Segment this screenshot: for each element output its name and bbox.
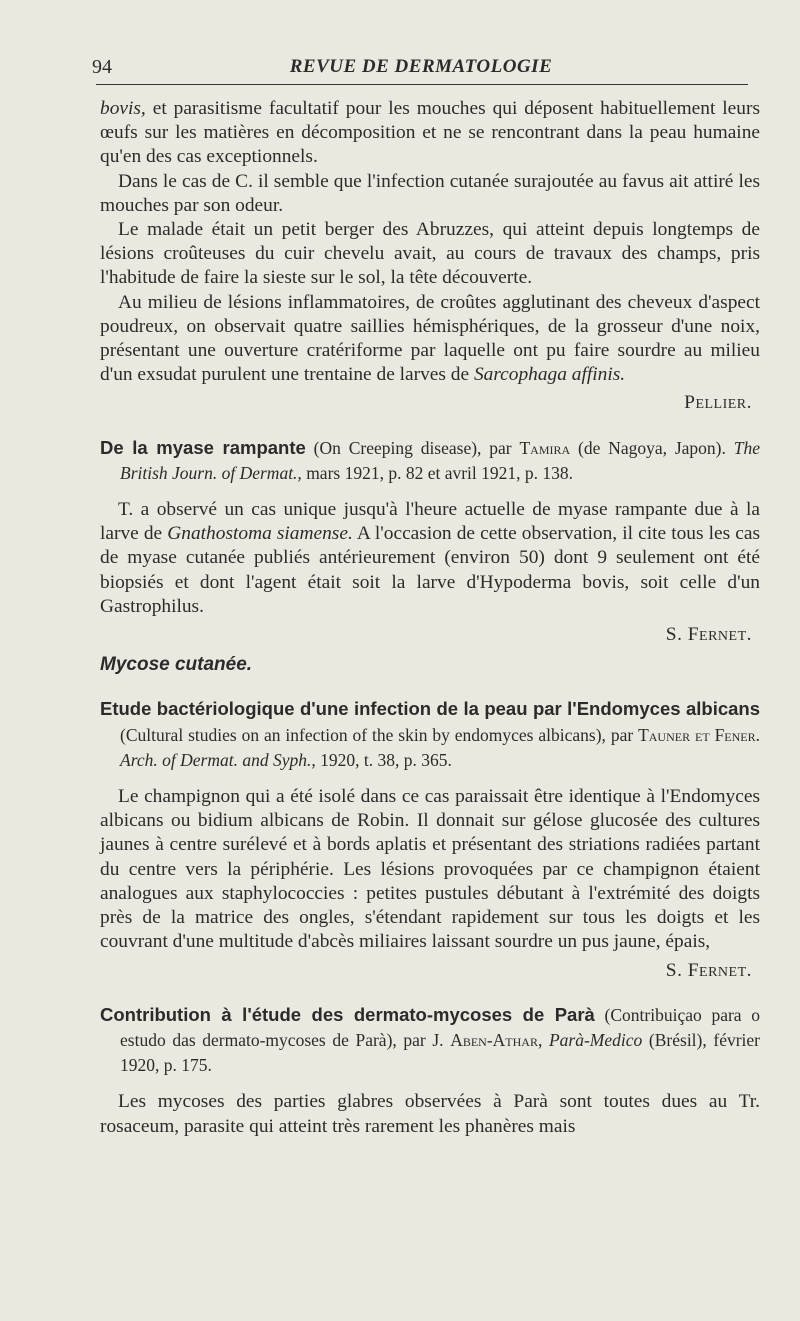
review-entry-endomyces (100, 697, 760, 982)
entry-title: Etude bactériologique d'une infection de la peau par l'Endomyces albicans (100, 698, 760, 720)
journal-name: Arch. of Dermat. and Syph., (120, 749, 316, 770)
signature-fernet: S. Fernet. (665, 624, 752, 646)
journal-name: Parà-Medico (542, 1029, 643, 1050)
section-heading: Mycose cutanée. (100, 654, 253, 676)
review-entry-myase (100, 436, 760, 648)
entry-body: T. a observé un cas unique jusqu'à l'heure actuelle de myase rampante due à la larve de Gnathostoma siamense. A l'occasion de cette observation, il cite tous les cas de myase cutanée publiés antérieurement (environ 50) dont 9 seulement ont été biopsiés et dont l'agent était soit la larve d'Hypoderma bovis, soit celle d'un Gastrophilus. (100, 499, 761, 617)
running-title: REVUE DE DERMATOLOGIE (289, 56, 553, 77)
intro-paragraph-4: Au milieu de lésions inflammatoires, de croûtes agglutinant des cheveux d'aspect poudreux, on observait quatre saillies hémisphériques, de la grosseur d'une noix, présentant une ouverture cratériforme par laquelle ont pu faire sourdre au milieu d'un exsudat purulent une trentaine de larves de Sarcophaga affinis. (100, 291, 760, 386)
author-name: Aben-Athar, (450, 1029, 543, 1050)
intro-paragraph-1: bovis, et parasitisme facultatif pour les mouches qui déposent habituellement leurs œufs sur les matières en décomposition et ne se rencontrant dans la peau humaine qu'en des cas exceptionnels. (100, 98, 760, 168)
bovis-word: bovis, (100, 98, 146, 119)
page-header (86, 52, 756, 82)
entry-reference: Contribution à l'étude des dermato-mycoses de Parà (Contribuiçao para o estudo das dermato-mycoses de Parà), par J. Aben-Athar, Parà-Medico (Brésil), février 1920, p. 175. (100, 1003, 760, 1076)
page-body (100, 97, 760, 1139)
author-name: Tauner et Fener. (638, 724, 761, 745)
species-name: Sarcophaga affinis. (473, 364, 626, 386)
header-rule (96, 84, 748, 85)
entry-body: Les mycoses des parties glabres observées à Parà sont toutes dues au Tr. rosaceum, parasite qui atteint très rarement les phanères mais (100, 1091, 760, 1137)
journal-name: The British Journ. of Dermat., (120, 437, 760, 483)
review-entry-para (100, 1003, 760, 1139)
author-name: Tamira (519, 437, 571, 458)
intro-paragraph-3: Le malade était un petit berger des Abruzzes, qui atteint depuis longtemps de lésions croûteuses du cuir chevelu avait, au cours de travaux des champs, pris l'habitude de faire la sieste sur le sol, la tête découverte. (100, 219, 760, 289)
entry-reference: Etude bactériologique d'une infection de la peau par l'Endomyces albicans (Cultural studies on an infection of the skin by endomyces albicans), par Tauner et Fener. Arch. of Dermat. and Syph., 1920, t. 38, p. 365. (100, 698, 761, 770)
signature-fernet: S. Fernet. (665, 959, 752, 981)
entry-reference: De la myase rampante (On Creeping disease), par Tamira (de Nagoya, Japon). The British Journ. of Dermat., mars 1921, p. 82 et avril 1921, p. 138. (100, 436, 760, 483)
entry-title: De la myase rampante (100, 436, 306, 458)
species-name: Gnathostoma siamense. (167, 523, 353, 545)
entry-body: Le champignon qui a été isolé dans ce cas paraissait être identique à l'Endomyces albicans ou bidium albicans de Robin. Il donnait sur gélose glucosée des cultures jaunes à centre surélevé et à bords aplatis et présentant des striations radiées partant du centre vers la périphérie. Les lésions provoquées par ce champignon étaient analogues aux staphylococcies : petites pustules débutant à l'extrémité des doigts près de la matrice des ongles, s'étendant rapidement sur tous les doigts et les couvrant d'une multitude d'abcès miliaires laissant sourdre un pus jaune, épais, (100, 786, 760, 953)
page-number: 94 (92, 56, 112, 78)
intro-paragraph-2: Dans le cas de C. il semble que l'infection cutanée surajoutée au favus ait attiré les mouches par son odeur. (100, 170, 760, 216)
entry-title: Contribution à l'étude des dermato-mycoses de Parà (100, 1003, 595, 1025)
signature-pellier: Pellier. (684, 392, 752, 414)
